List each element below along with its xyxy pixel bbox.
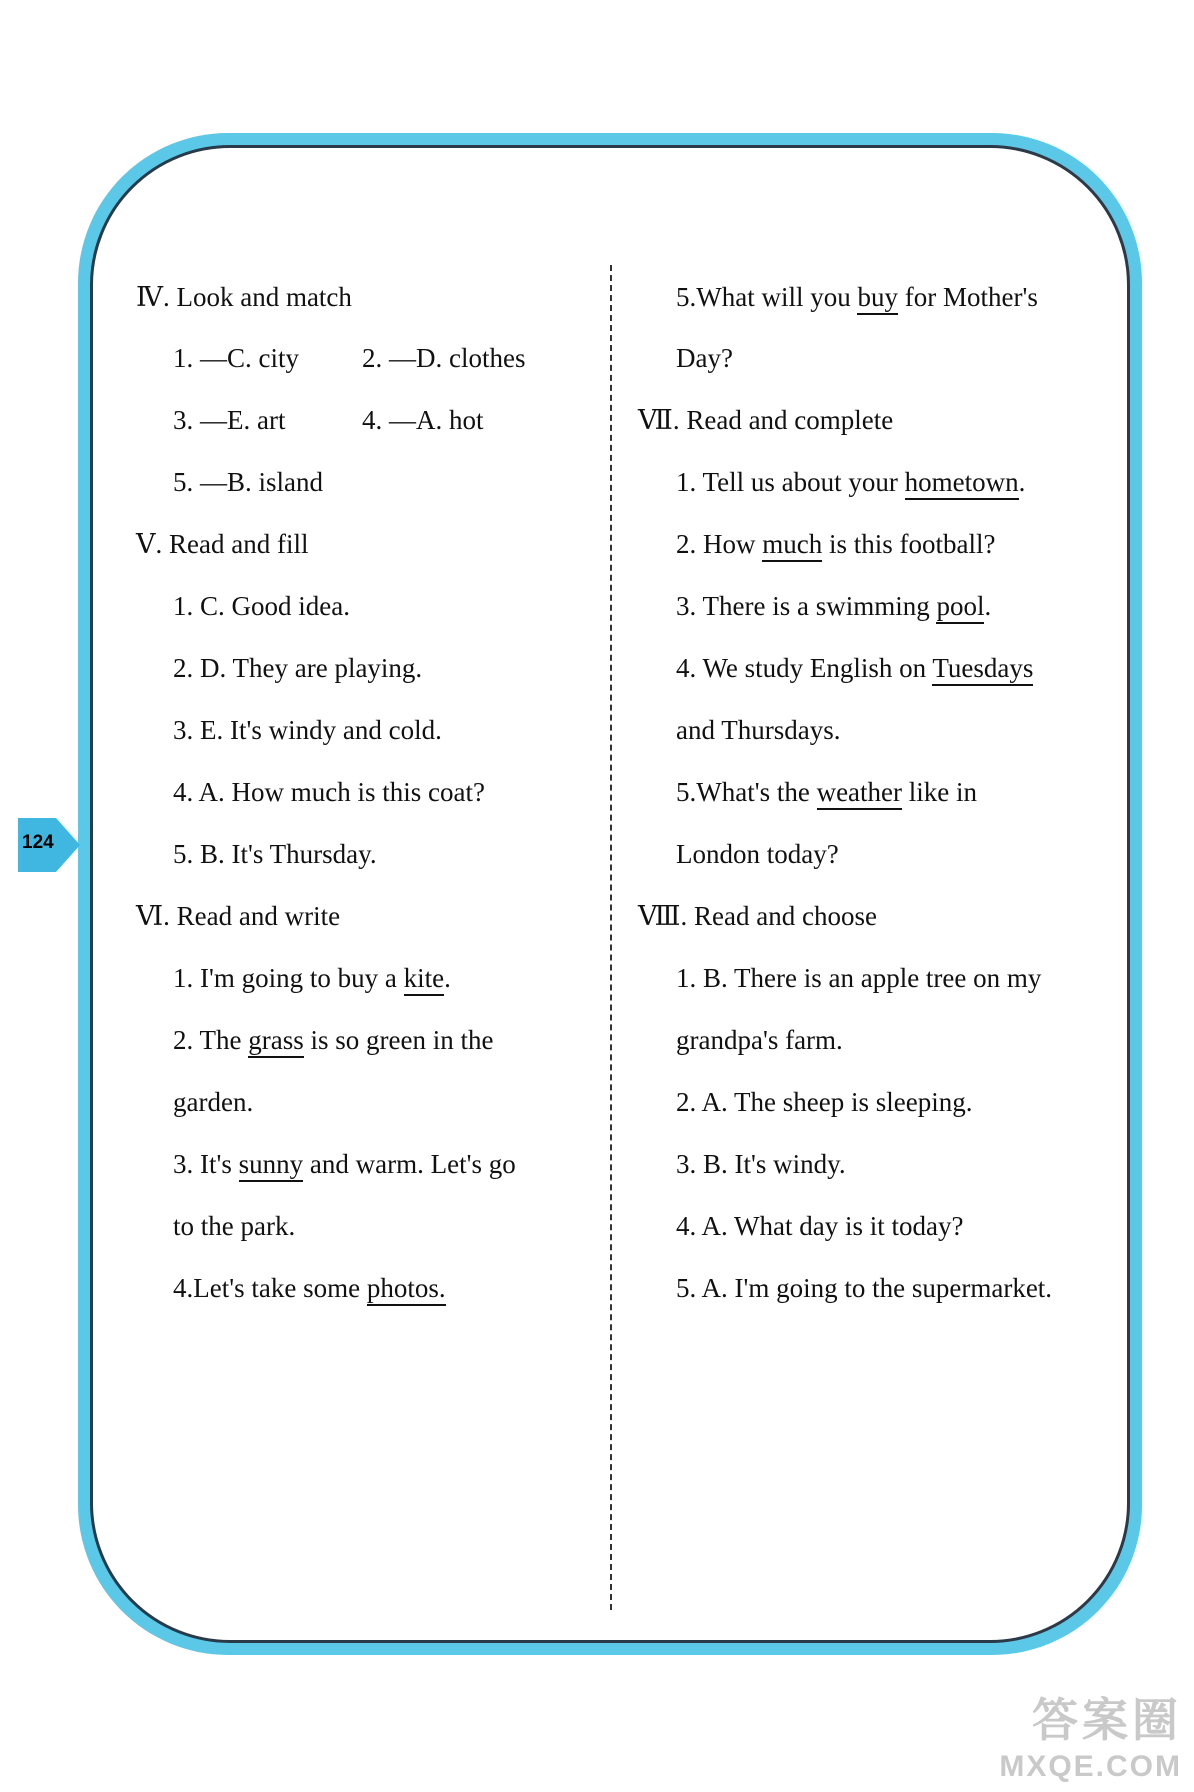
right-line: and Thursdays.: [676, 715, 841, 745]
answer-blank: pool: [936, 591, 984, 624]
left-line: 4. A. How much is this coat?: [173, 777, 485, 807]
watermark: [999, 1684, 1182, 1784]
answer-blank: buy: [857, 282, 898, 315]
line-text: 4. We study English on: [676, 653, 933, 683]
left-line: 4. —A. hot: [362, 405, 484, 435]
answer-blank: hometown: [905, 467, 1019, 500]
left-line: 3. E. It's windy and cold.: [173, 715, 442, 745]
left-line: 2. —D. clothes: [362, 343, 526, 373]
answer-blank: much: [762, 529, 822, 562]
right-line: [676, 528, 995, 560]
line-text: 3. There is a swimming: [676, 591, 937, 621]
left-line: 1. —C. city: [173, 343, 299, 373]
left-line: [173, 1148, 516, 1180]
watermark-url: MXQE.COM: [999, 1750, 1182, 1783]
page-number: 124: [22, 832, 54, 853]
right-line: grandpa's farm.: [676, 1025, 843, 1055]
line-text: .: [1018, 467, 1026, 497]
watermark-logo: 答案圈: [1032, 1694, 1182, 1746]
left-line: 2. D. They are playing.: [173, 653, 423, 683]
left-line: [173, 1272, 446, 1304]
answer-blank: Tuesdays: [932, 653, 1033, 686]
right-line: 4. A. What day is it today?: [676, 1211, 964, 1241]
right-line: Ⅷ. Read and choose: [638, 901, 877, 931]
left-line: Ⅳ. Look and match: [136, 282, 352, 312]
left-line: [173, 962, 451, 994]
answer-blank: photos.: [367, 1273, 446, 1306]
left-line: Ⅴ. Read and fill: [136, 529, 309, 559]
left-line: Ⅵ. Read and write: [136, 901, 341, 931]
right-line: Ⅶ. Read and complete: [638, 405, 894, 435]
right-line: 5. A. I'm going to the supermarket.: [676, 1273, 1053, 1303]
line-text: 5.What will you: [676, 282, 858, 312]
column-divider: [610, 265, 612, 1610]
left-line: 5. —B. island: [173, 467, 324, 497]
line-text: and warm. Let's go: [303, 1149, 516, 1179]
right-line: [676, 590, 991, 622]
right-line: Day?: [676, 343, 733, 373]
left-line: 5. B. It's Thursday.: [173, 839, 377, 869]
line-text: for Mother's: [897, 282, 1038, 312]
line-text: .: [984, 591, 992, 621]
answer-blank: grass: [248, 1025, 304, 1058]
right-line: [676, 466, 1025, 498]
line-text: 2. The: [173, 1025, 249, 1055]
right-line: [676, 776, 977, 808]
left-line: to the park.: [173, 1211, 296, 1241]
line-text: is so green in the: [303, 1025, 494, 1055]
left-line: 1. C. Good idea.: [173, 591, 350, 621]
left-line: 3. —E. art: [173, 405, 286, 435]
answer-blank: sunny: [239, 1149, 304, 1182]
line-text: 1. Tell us about your: [676, 467, 905, 497]
answer-blank: kite: [404, 963, 445, 996]
right-line: 3. B. It's windy.: [676, 1149, 846, 1179]
right-line: [676, 652, 1033, 684]
answer-blank: weather: [817, 777, 902, 810]
line-text: 4.Let's take some: [173, 1273, 367, 1303]
right-line: 1. B. There is an apple tree on my: [676, 963, 1042, 993]
line-text: 5.What's the: [676, 777, 817, 807]
line-text: 3. It's: [173, 1149, 239, 1179]
left-line: garden.: [173, 1087, 254, 1117]
right-line: [676, 281, 1038, 313]
line-text: .: [444, 963, 451, 993]
line-text: like in: [902, 777, 978, 807]
right-line: 2. A. The sheep is sleeping.: [676, 1087, 973, 1117]
line-text: 1. I'm going to buy a: [173, 963, 404, 993]
line-text: 2. How: [676, 529, 763, 559]
line-text: is this football?: [822, 529, 996, 559]
right-line: London today?: [676, 839, 839, 869]
left-line: [173, 1024, 493, 1056]
